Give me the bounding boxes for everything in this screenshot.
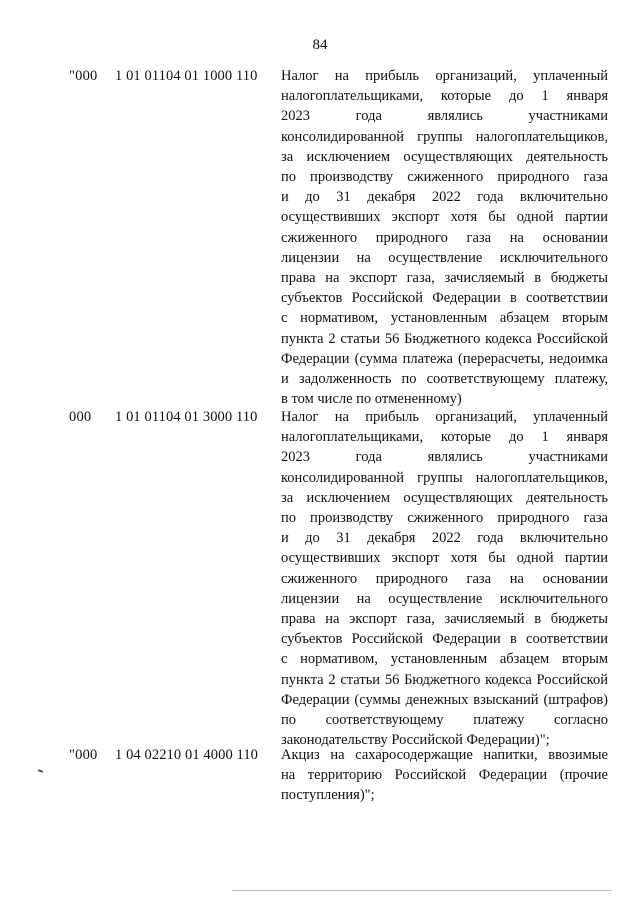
admin-code: "000 [69,747,98,763]
admin-code: "000 [69,68,98,84]
kbk-code: 1 01 01104 01 1000 110 [115,68,258,84]
description-line: за исключением осуществляющих деятельность [281,489,608,506]
description-line: лицензии на осуществление исключительного [281,590,608,607]
kbk-code: 1 01 01104 01 3000 110 [115,409,258,425]
description-line: с нормативом, установленным абзацем вторым [281,651,608,668]
description-line: субъектов Российской Федерации в соответствии [281,631,608,648]
description-line: права на экспорт газа, зачисляемый в бюджеты [281,270,608,287]
description-line: поступления)"; [281,787,375,804]
description-line: 2023 года являлись участниками [281,108,608,125]
scan-mark [38,769,43,773]
description-line: консолидированной группы налогоплательщиков, [281,469,608,486]
description-line: субъектов Российской Федерации в соответствии [281,290,608,307]
row-description [281,407,608,750]
description-line: по соответствующему платежу согласно [281,712,608,729]
description-line: пункта 2 статьи 56 Бюджетного кодекса Российской [281,671,608,688]
description-line: сжиженного природного газа на основании [281,229,608,246]
description-line: лицензии на осуществление исключительного [281,249,608,266]
description-line: по производству сжиженного природного газа [281,169,608,186]
description-line: налогоплательщиками, которые до 1 января [281,429,608,446]
description-line: сжиженного природного газа на основании [281,570,608,587]
page-number: 84 [312,37,328,53]
description-line: Федерации (сумма платежа (перерасчеты, недоимка [281,350,608,367]
description-line: консолидированной группы налогоплательщиков, [281,128,608,145]
admin-code: 000 [69,409,92,425]
description-line: права на экспорт газа, зачисляемый в бюджеты [281,611,608,628]
row-description [281,745,608,806]
description-line: Федерации (суммы денежных взысканий (штрафов) [281,691,608,708]
footer-rule [232,890,612,891]
description-line: осуществивших экспорт хотя бы одной партии [281,209,608,226]
description-line: Налог на прибыль организаций, уплаченный [281,68,608,84]
description-line: за исключением осуществляющих деятельность [281,148,608,165]
description-line: законодательству Российской Федерации)"; [281,732,550,749]
description-line: пункта 2 статьи 56 Бюджетного кодекса Российской [281,330,608,347]
kbk-code: 1 04 02210 01 4000 110 [115,747,259,763]
description-line: Налог на прибыль организаций, уплаченный [281,409,608,425]
description-line: 2023 года являлись участниками [281,449,608,466]
row-description [281,66,608,409]
description-line: с нормативом, установленным абзацем вторым [281,310,608,327]
description-line: и до 31 декабря 2022 года включительно [281,189,608,206]
description-line: и до 31 декабря 2022 года включительно [281,530,608,547]
description-line: налогоплательщиками, которые до 1 января [281,88,608,105]
description-line: на территорию Российской Федерации (прочие [281,767,608,784]
description-line: и задолженность по соответствующему платежу, [281,371,608,388]
description-line: по производству сжиженного природного газа [281,510,608,527]
description-line: осуществивших экспорт хотя бы одной партии [281,550,608,567]
description-line: Акциз на сахаросодержащие напитки, ввозимые [281,747,608,763]
description-line: в том числе по отмененному) [281,391,462,408]
